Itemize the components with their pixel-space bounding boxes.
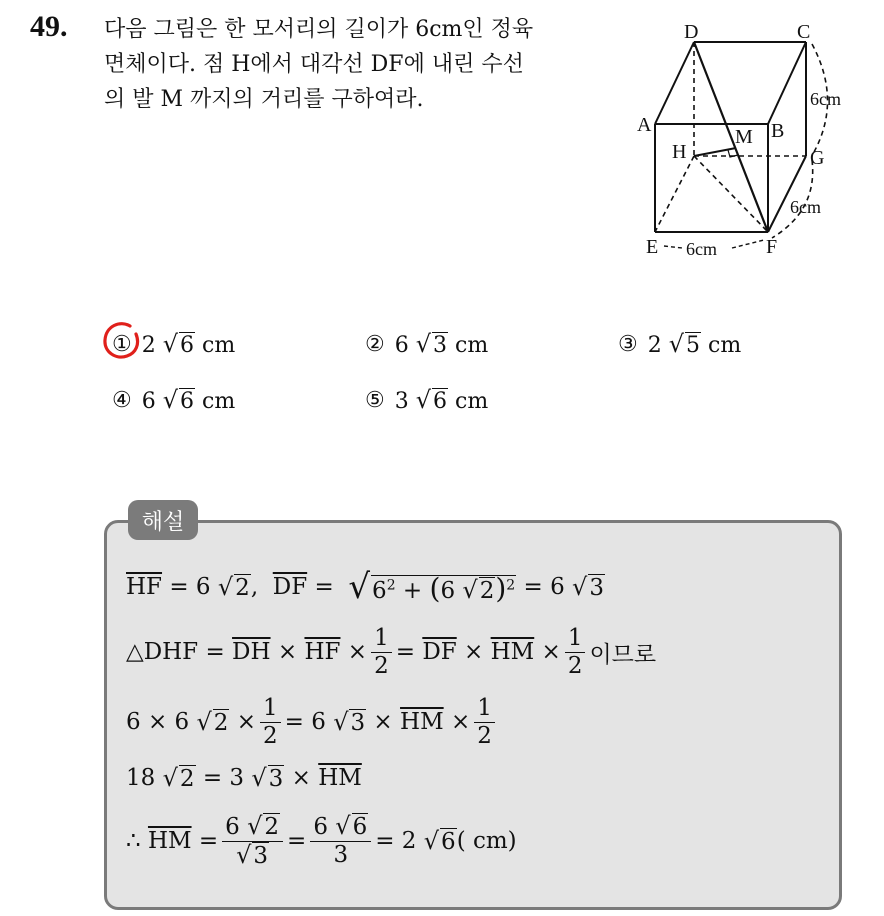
vertex-label-d: D — [684, 21, 699, 43]
choice-2[interactable] — [365, 330, 488, 358]
choice-2-number: ② — [365, 331, 385, 357]
edge-label-cg: 6cm — [810, 89, 841, 109]
vertex-label-c: C — [797, 21, 811, 43]
vertex-label-b: B — [771, 120, 785, 142]
vertex-label-m: M — [735, 126, 753, 148]
choice-4-value: 6 √6 cm — [141, 386, 236, 414]
choice-5[interactable] — [365, 386, 488, 414]
question-text — [104, 12, 624, 117]
solution-line-3: 6 × 6 √2 × $\frac{1}{2}$ = 6 √3 × $\overline{HM}$ × $\frac{1}{2}$ — [126, 692, 499, 752]
question-line-3: 의 발 M 까지의 거리를 구하여라. — [104, 87, 424, 112]
vertex-label-h: H — [672, 141, 687, 163]
solution-line-1: $\overline{HF}$ = 6 √2 , $\overline{DF}$ = $√6^2 + (6$ √2)$^2$ = 6 √3 — [126, 567, 604, 607]
choice-4[interactable] — [112, 386, 235, 414]
question-line-2: 면체이다. 점 H에서 대각선 DF에 내린 수선 — [104, 52, 524, 77]
choice-1-value: 2 √6 cm — [141, 330, 236, 358]
choice-3-number: ③ — [618, 331, 638, 357]
choice-5-value: 3 √6 cm — [394, 386, 489, 414]
vertex-label-g: G — [810, 147, 825, 169]
choice-3-value: 2 √5 cm — [647, 330, 742, 358]
choice-3[interactable] — [618, 330, 741, 358]
edge-label-gf: 6cm — [790, 197, 821, 217]
selected-answer-mark — [100, 318, 144, 362]
vertex-label-f: F — [766, 236, 778, 258]
edge-label-ef: 6cm — [686, 239, 717, 259]
solution-line-5: ∴ $\overline{HM}$ = $\frac{6 √2}{√3}$ = $\frac{6 √6}{3}$ = 2 √6 ( cm) — [126, 811, 517, 869]
choice-4-number: ④ — [112, 387, 132, 413]
vertex-label-e: E — [646, 236, 659, 258]
choice-2-value: 6 √3 cm — [394, 330, 489, 358]
question-line-1: 다음 그림은 한 모서리의 길이가 6cm인 정육 — [104, 17, 534, 42]
cube-figure — [630, 20, 860, 270]
solution-line-4: 18 √2 = 3 √3 × $\overline{HM}$ — [126, 764, 362, 792]
question-number: 49. — [30, 10, 68, 43]
vertex-label-a: A — [637, 114, 652, 136]
choice-1-number: ① — [112, 331, 132, 357]
solution-line-2: △DHF = $\overline{DH}$ × $\overline{HF}$ × $\frac{1}{2}$ = $\overline{DF}$ × $\overline{HM}$ × $\frac{1}{2}$ 이므로 — [126, 625, 657, 679]
solution-tag: 해설 — [128, 500, 198, 540]
choice-5-number: ⑤ — [365, 387, 385, 413]
